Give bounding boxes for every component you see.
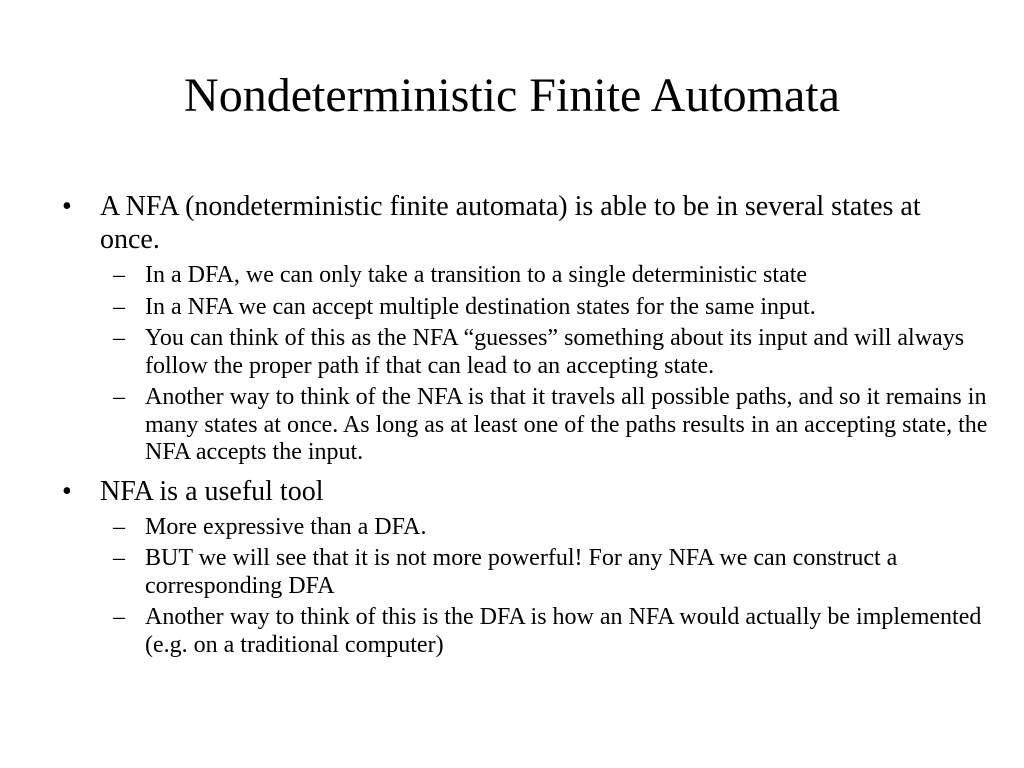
- bullet-text: A NFA (nondeterministic finite automata) is able to be in several states at once.: [100, 191, 921, 255]
- sub-bullet-item: [58, 545, 1008, 600]
- sub-bullet-marker: –: [113, 325, 125, 351]
- sub-bullet-item: [58, 604, 1008, 659]
- sub-bullet-text: Another way to think of this is the DFA is how an NFA would actually be implemented (e.g. on a traditional computer): [145, 604, 982, 658]
- sub-bullet-text: More expressive than a DFA.: [145, 513, 427, 540]
- sub-bullet-marker: –: [113, 513, 125, 540]
- bullet-marker: •: [62, 191, 72, 222]
- sub-bullet-item: [58, 262, 1008, 290]
- sub-bullet-list: [100, 262, 988, 467]
- sub-bullet-marker: –: [113, 293, 125, 320]
- bullet-item: [58, 475, 982, 660]
- sub-bullet-marker: –: [113, 262, 125, 288]
- sub-bullet-item: [58, 294, 1008, 322]
- sub-bullet-item: [58, 514, 1008, 542]
- sub-bullet-item: [58, 325, 1008, 380]
- sub-bullet-marker: –: [113, 604, 125, 630]
- sub-bullet-text: BUT we will see that it is not more powerful! For any NFA we can construct a corresponding DFA: [145, 545, 898, 599]
- bullet-list: [58, 190, 988, 667]
- sub-bullet-text: You can think of this as the NFA “guesses” something about its input and will always follow the proper path if that can lead to an accepting state.: [145, 325, 965, 379]
- bullet-marker: •: [62, 475, 72, 507]
- sub-bullet-marker: –: [113, 384, 125, 410]
- sub-bullet-text: In a NFA we can accept multiple destination states for the same input.: [145, 293, 816, 320]
- slide-title: Nondeterministic Finite Automata: [184, 69, 840, 122]
- sub-bullet-marker: –: [113, 545, 125, 571]
- sub-bullet-item: [58, 384, 1008, 467]
- sub-bullet-list: [100, 513, 982, 660]
- bullet-item: [58, 190, 988, 467]
- sub-bullet-text: In a DFA, we can only take a transition to a single deterministic state: [145, 262, 808, 288]
- bullet-text: NFA is a useful tool: [100, 475, 324, 507]
- sub-bullet-text: Another way to think of the NFA is that it travels all possible paths, and so it remains in many states at once. As long as at least one of the paths results in an accepting state, the NFA accepts the input.: [145, 384, 988, 465]
